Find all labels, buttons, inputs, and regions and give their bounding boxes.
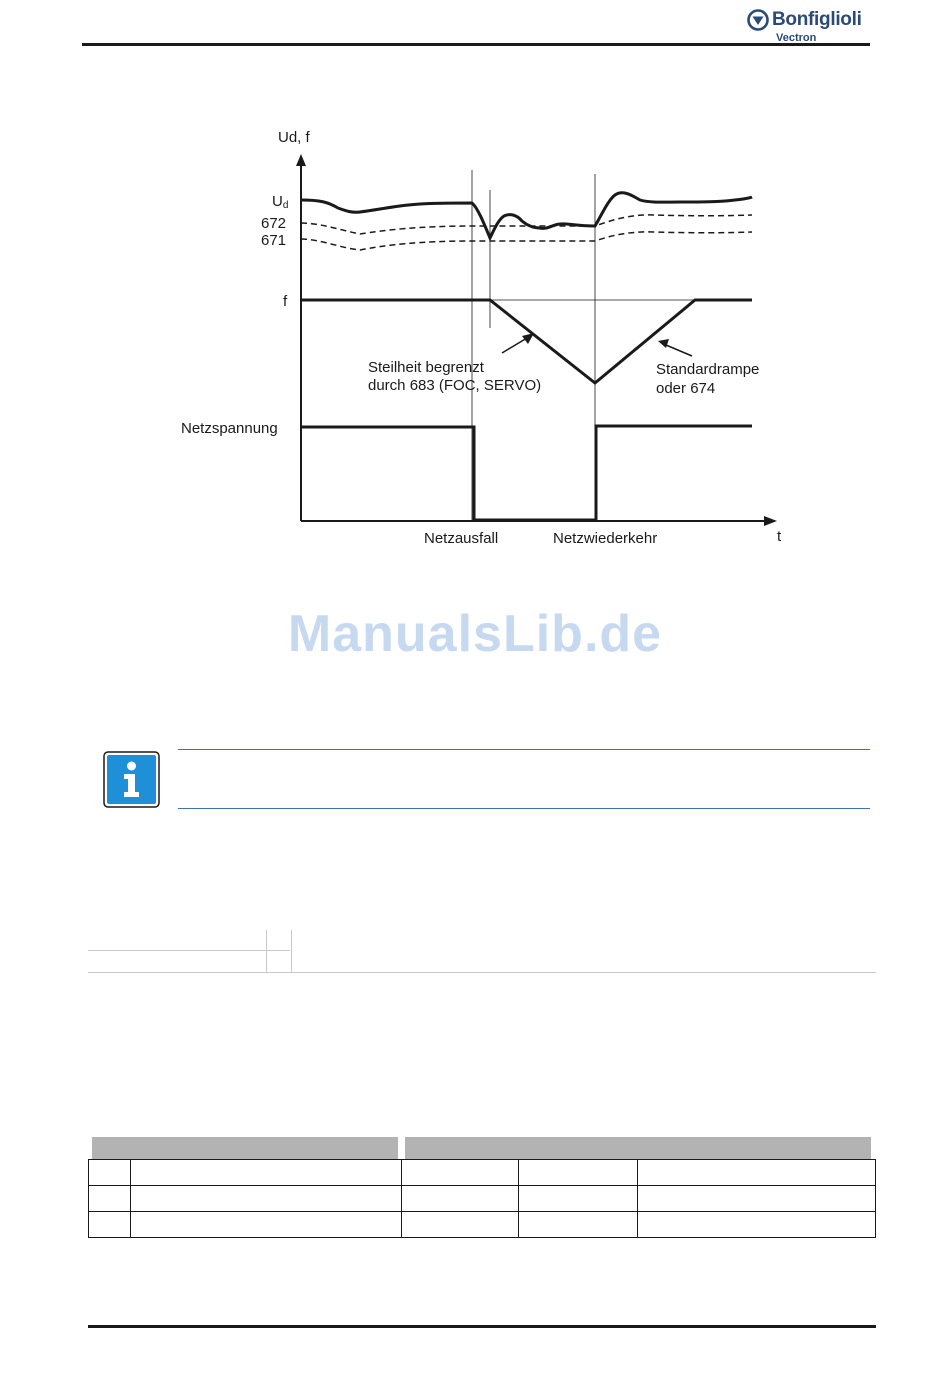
mains-failure-timing-diagram [170,118,810,558]
table-row [89,1160,876,1186]
table-cell [130,1212,401,1238]
table-cell [130,1160,401,1186]
standard-ramp-arrowhead [658,339,669,348]
mains-voltage-label: Netzspannung [181,420,278,437]
table-cell [519,1186,638,1212]
table-row [89,1212,876,1238]
f-label: f [283,293,288,310]
note-bottom-rule [178,808,870,809]
table-column-divider [266,930,267,972]
table-cell [638,1212,876,1238]
ud-voltage-curve [301,193,752,238]
y-axis-arrow [296,154,306,166]
table-row-divider [88,950,290,951]
level-671-label: 671 [261,232,287,249]
table-cell [401,1186,519,1212]
limited-slope-annotation-line2: durch 683 (FOC, SERVO) [368,377,542,394]
mains-voltage-curve [301,426,752,520]
parameter-table-header-cell [405,1137,871,1159]
mains-failure-label: Netzausfall [424,530,499,547]
x-axis-label: t [777,528,782,545]
info-icon [103,751,160,808]
table-cell [89,1160,131,1186]
parameter-table-header-cell [92,1137,398,1159]
parameter-table [88,1159,876,1238]
event-markers [472,170,595,521]
note-top-rule [178,749,870,750]
diagram-labels [181,129,782,547]
standard-ramp-annotation-line2: oder 674 [656,380,716,397]
table-cell [401,1212,519,1238]
ud-label-main: U [272,193,283,210]
y-axis-label: Ud, f [278,129,310,146]
x-axis-arrow [764,516,777,526]
level-672-label: 672 [261,215,287,232]
level-671-curve [301,232,752,250]
standard-ramp-arrow [666,345,692,356]
footer-rule [88,1325,876,1328]
table-cell [130,1186,401,1212]
table-cell [519,1160,638,1186]
mains-return-label: Netzwiederkehr [553,530,658,547]
ud-label-subscript: d [282,200,289,211]
ud-label [272,193,288,211]
table-cell [638,1160,876,1186]
table-cell [401,1160,519,1186]
brand-name: Bonfiglioli [772,9,862,30]
table-bottom-rule [88,972,876,973]
limited-slope-arrow [502,338,527,353]
parameter-table-header [88,1137,876,1159]
limited-slope-arrowhead [522,333,534,344]
table-cell [638,1186,876,1212]
table-row [89,1186,876,1212]
table-column-divider [291,930,292,972]
standard-ramp-annotation-line1: Standardrampe [656,361,760,378]
watermark: ManualsLib.de [287,605,663,663]
limited-slope-annotation-line1: Steilheit begrenzt [368,359,484,376]
table-cell [89,1212,131,1238]
table-cell [519,1212,638,1238]
table-cell [89,1186,131,1212]
brand-subname: Vectron [776,32,817,44]
annotation-arrows [502,333,692,356]
